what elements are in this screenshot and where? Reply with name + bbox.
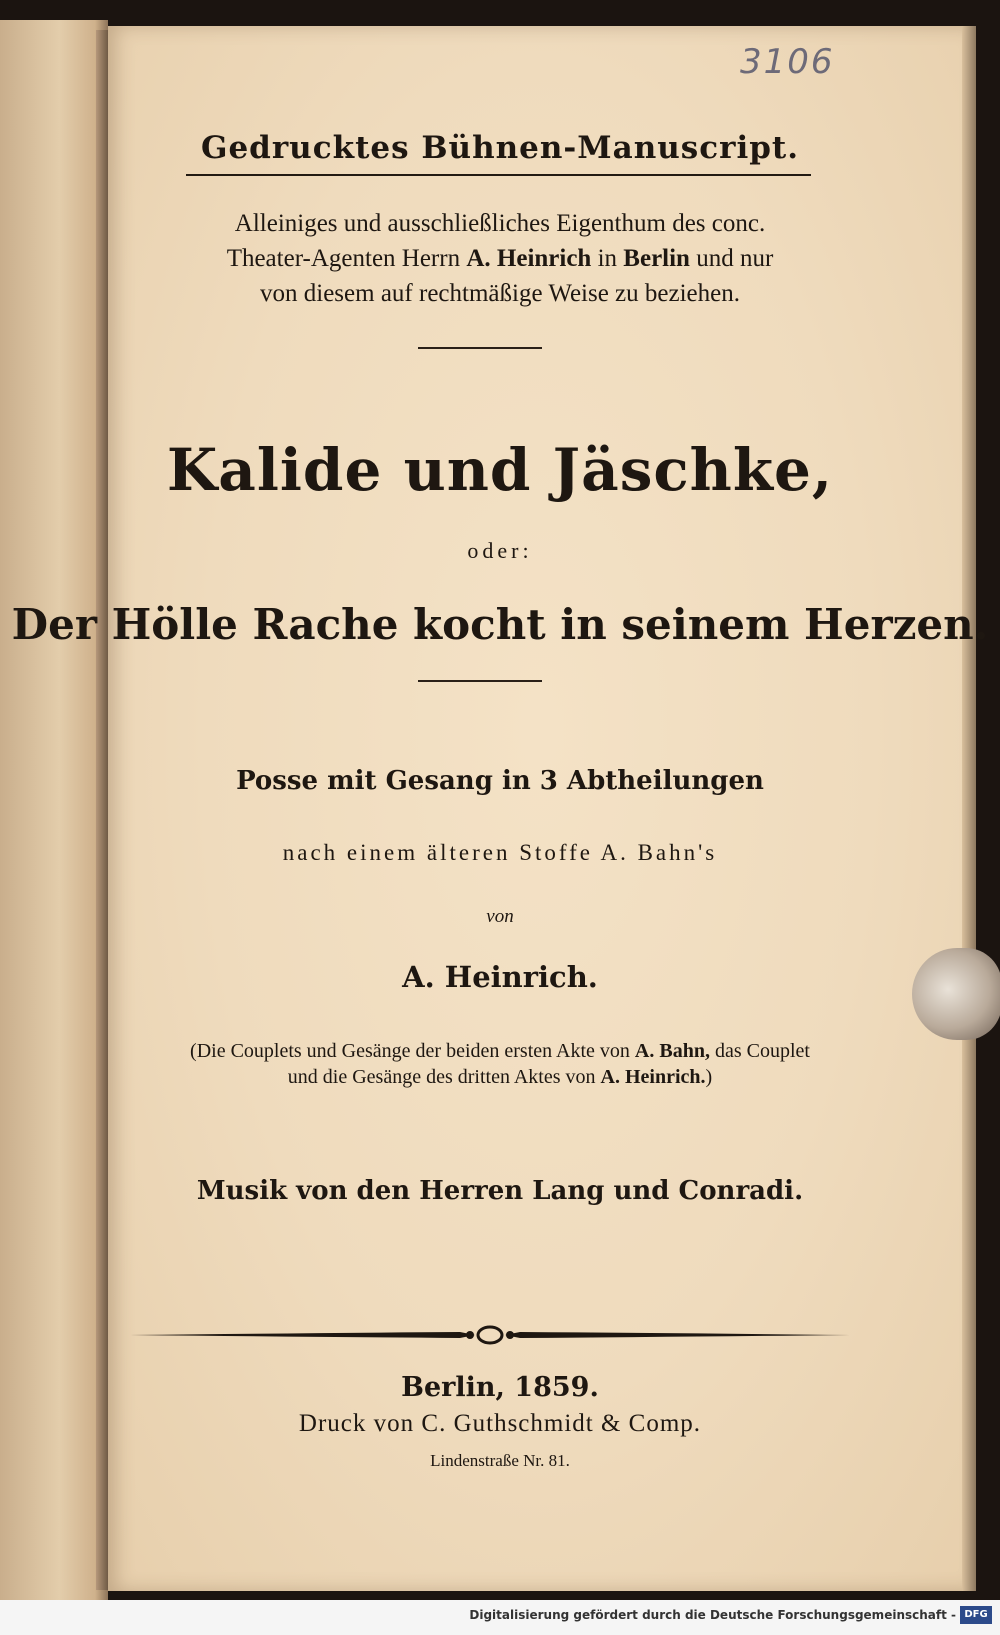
by-line: von (486, 906, 514, 927)
note-name-bahn: A. Bahn, (634, 1040, 710, 1062)
note-line-2-end: ) (705, 1066, 713, 1088)
imprint-place-year: Berlin, 1859. (401, 1372, 599, 1403)
agent-name: A. Heinrich (466, 245, 592, 272)
heading-rule (186, 174, 811, 176)
music-credit: Musik von den Herren Lang und Conradi. (196, 1176, 804, 1206)
notice-line-3: von diesem auf rechtmäßige Weise zu beziehen. (260, 280, 740, 307)
couplets-note (0, 1038, 1000, 1090)
note-line-1-text: (Die Couplets und Gesänge der beiden ersten Akte von (190, 1040, 635, 1062)
genre-line: Posse mit Gesang in 3 Abtheilungen (236, 766, 764, 796)
notice-line-2-end: und nur (689, 245, 774, 272)
imprint-printer: Druck von C. Guthschmidt & Comp. (298, 1410, 702, 1437)
source-line: nach einem älteren Stoffe A. Bahn's (282, 840, 718, 865)
notice-line-1: Alleiniges und ausschließliches Eigenthum des conc. (234, 210, 766, 237)
play-subtitle: Der Hölle Rache kocht in seinem Herzen. (11, 600, 989, 649)
agent-city: Berlin (623, 245, 690, 272)
title-connector: oder: (467, 538, 533, 563)
note-line-2-text: und die Gesänge des dritten Aktes von (287, 1066, 601, 1088)
manuscript-heading: Gedrucktes Bühnen-Manuscript. (200, 130, 800, 166)
author-name: A. Heinrich. (402, 960, 598, 994)
notice-line-2-text: Theater-Agenten Herrn (226, 245, 467, 272)
notice-line-2-mid: in (591, 245, 624, 272)
note-line-1 (0, 1038, 1000, 1064)
shelf-mark: 3106 (740, 42, 835, 82)
ornamental-rule (130, 1320, 850, 1350)
play-title: Kalide und Jäschke, (166, 436, 834, 504)
divider-rule (418, 347, 542, 349)
divider-rule (418, 680, 542, 682)
imprint-address: Lindenstraße Nr. 81. (430, 1451, 570, 1470)
note-line-2 (0, 1064, 1000, 1090)
note-name-heinrich: A. Heinrich. (600, 1066, 706, 1088)
notice-line-2 (0, 241, 1000, 276)
dfg-logo: DFG (960, 1606, 992, 1624)
funding-credit: Digitalisierung gefördert durch die Deutsche Forschungsgemeinschaft - (469, 1608, 956, 1622)
ownership-notice (0, 206, 1000, 311)
note-line-1-end: das Couplet (709, 1040, 810, 1062)
